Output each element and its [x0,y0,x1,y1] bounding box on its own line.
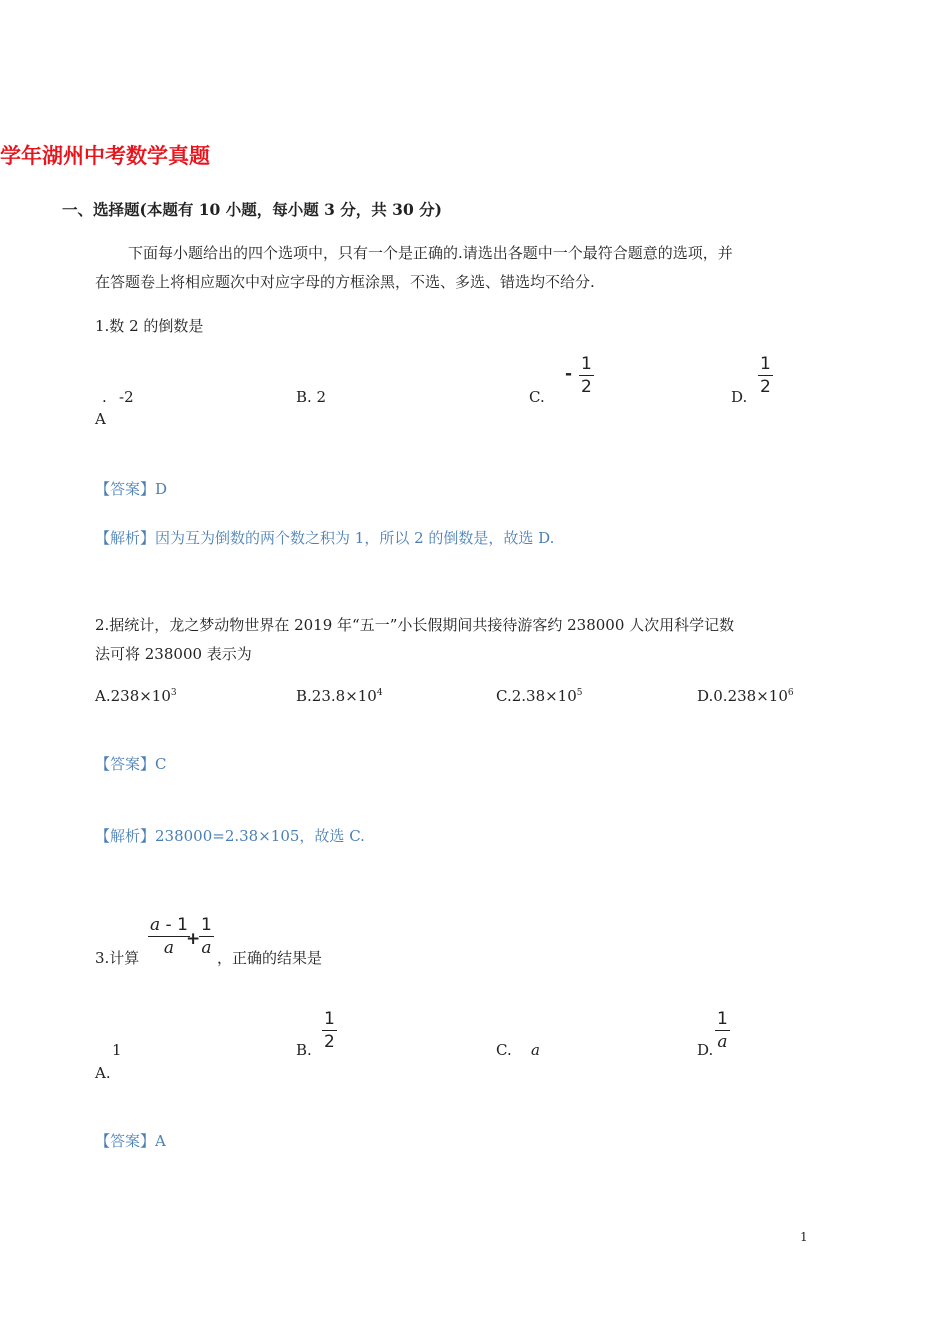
q3-fraction-1 [148,917,190,957]
q1-option-a-dot: . [102,388,107,406]
q1-option-d-label: D. [731,388,748,406]
page-title: 学年湖州中考数学真题 [0,143,210,168]
q3-option-a-value: 1 [112,1041,122,1059]
q1-option-c-fraction [579,356,594,396]
numerator: 1 [581,354,592,374]
q3-option-d-fraction [715,1011,730,1051]
denominator: a [201,938,212,958]
numerator: 1 [717,1009,728,1029]
q3-fraction-2 [199,917,214,957]
q2-option-c-exponent: 5 [576,688,583,698]
q2-option-a [95,687,177,705]
q1-option-a-label: A [95,410,106,428]
q3-option-b-label: B. [296,1041,312,1059]
plus-sign: + [186,929,201,949]
q2-option-b-exponent: 4 [376,688,383,698]
numerator [148,917,190,936]
q1-option-a-value: -2 [119,388,134,406]
q3-option-a-label: A. [95,1064,111,1082]
q3-option-b-fraction [322,1011,337,1051]
denominator: 2 [581,377,592,397]
q2-option-a-exponent: 3 [170,688,177,698]
q2-option-b [296,687,383,705]
numerator: 1 [324,1009,335,1029]
q1-option-d-fraction [758,356,773,396]
q1-analysis: 【解析】因为互为倒数的两个数之积为 1，所以 2 的倒数是，故选 D. [95,529,555,547]
q2-option-c [496,687,583,705]
q3-option-c-value: a [531,1041,540,1059]
q2-option-d [697,687,794,705]
q3-option-d-label: D. [697,1041,714,1059]
q2-analysis: 【解析】238000=2.38×105，故选 C. [95,827,365,845]
denominator: a [163,938,175,958]
variable-a: a [150,915,161,935]
q1-option-c-minus: - [565,364,573,384]
q2-stem-line-2: 法可将 238000 表示为 [95,645,252,663]
intro-line-1: 下面每小题给出的四个选项中，只有一个是正确的.请选出各题中一个最符合题意的选项，并 [128,244,733,262]
numerator: 1 [760,354,771,374]
q1-stem: 1.数 2 的倒数是 [95,317,204,335]
page-number: 1 [800,1230,808,1244]
q3-stem-prefix: 3.计算 [95,949,140,967]
q2-option-c-base: C.2.38×10 [496,687,577,705]
q2-option-d-base: D.0.238×10 [697,687,788,705]
q3-option-c-label: C. [496,1041,512,1059]
q2-option-a-base: A.238×10 [95,687,171,705]
minus-one: - 1 [160,915,188,935]
q1-option-c-label: C. [529,388,545,406]
denominator: a [717,1032,728,1052]
q2-stem-line-1: 2.据统计，龙之梦动物世界在 2019 年“五一”小长假期间共接待游客约 238000 人次用科学记数 [95,616,735,634]
q2-option-b-base: B.23.8×10 [296,687,377,705]
q1-answer: 【答案】D [95,480,168,498]
q2-answer: 【答案】C [95,755,167,773]
q3-answer: 【答案】A [95,1132,166,1150]
q2-option-d-exponent: 6 [787,688,794,698]
q1-option-b: B. 2 [296,388,327,406]
q3-stem-suffix: ，正确的结果是 [217,949,323,967]
denominator: 2 [324,1032,335,1052]
section-heading: 一、选择题(本题有 10 小题，每小题 3 分，共 30 分) [62,200,442,219]
numerator: 1 [201,915,212,935]
intro-line-2: 在答题卷上将相应题次中对应字母的方框涂黑，不选、多选、错选均不给分. [95,273,595,291]
denominator: 2 [760,377,771,397]
